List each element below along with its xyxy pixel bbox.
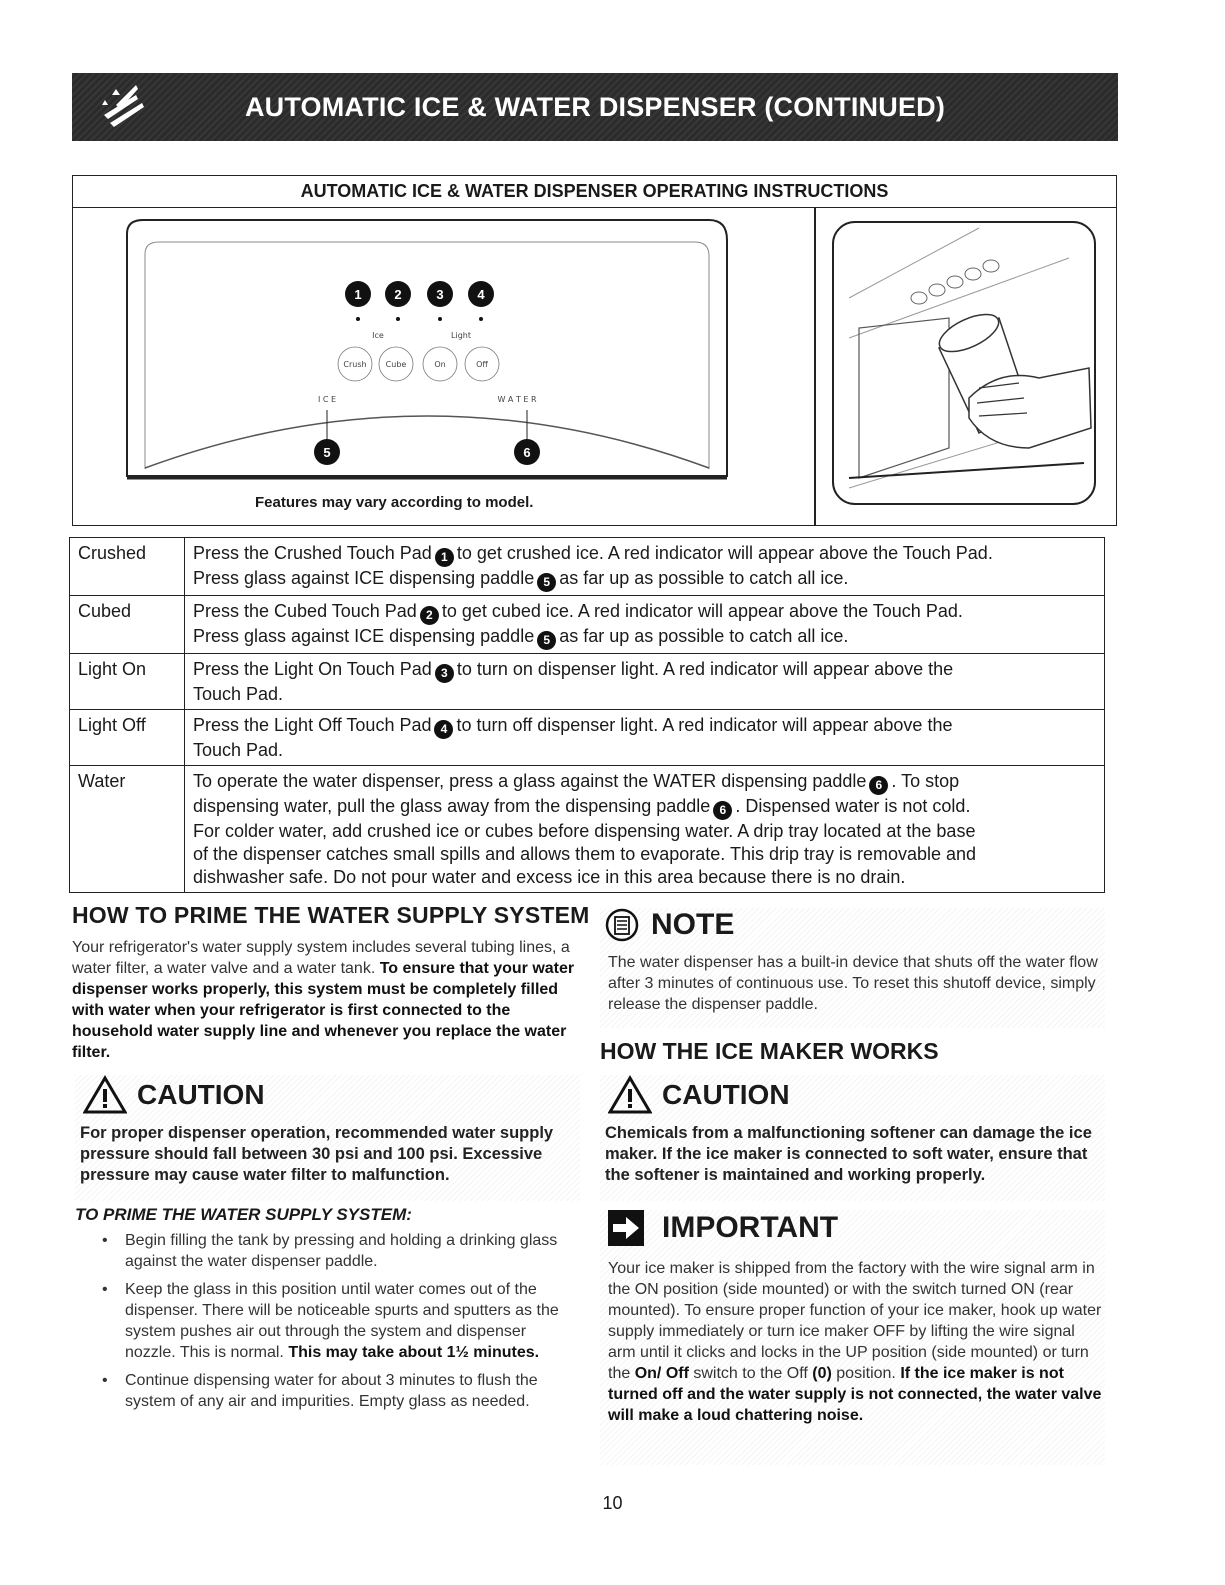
row-label: Light On (70, 654, 185, 710)
list-item: • Keep the glass in this position until water comes out of the dispenser. There will be noticeable spurts and sputters as the system pushes air out through the system and dispenser nozzle. This is normal. This may take about 1½ minutes. (98, 1279, 568, 1363)
dispenser-control-panel-illustration (117, 214, 737, 489)
operating-instructions-box (72, 175, 1117, 526)
important-box (600, 1210, 1105, 1465)
caution-box-water-pressure (75, 1075, 580, 1201)
section-banner (72, 73, 1118, 141)
svg-text:On: On (434, 360, 446, 369)
prime-steps-list (98, 1230, 568, 1419)
caution-box-softener (600, 1075, 1105, 1201)
table-row (70, 596, 1105, 654)
caution-label: CAUTION (137, 1079, 265, 1110)
warning-icon (608, 1075, 652, 1115)
row-description: Press the Light On Touch Pad 3 to turn on dispenser light. A red indicator will appear above the Touch Pad. (185, 654, 1105, 710)
svg-text:5: 5 (323, 445, 331, 460)
arrow-icon (608, 1210, 644, 1246)
list-item: • Begin filling the tank by pressing and holding a drinking glass against the water dispenser paddle. (98, 1230, 568, 1272)
warning-icon (83, 1075, 127, 1115)
row-label: Crushed (70, 538, 185, 596)
pad-badge: 4 (434, 720, 453, 739)
ice-water-icon (92, 81, 150, 133)
section-heading: HOW THE ICE MAKER WORKS (600, 1038, 939, 1064)
note-text: The water dispenser has a built-in device that shuts off the water flow after 3 minutes of continuous use. To reset this shutoff device, simply release the dispenser paddle. (608, 954, 1098, 1013)
note-box (600, 908, 1105, 1028)
svg-text:1: 1 (354, 287, 362, 302)
svg-text:3: 3 (436, 287, 444, 302)
svg-text:Ice: Ice (372, 331, 384, 340)
note-icon (605, 908, 639, 942)
svg-text:I C E: I C E (317, 395, 337, 404)
row-label: Water (70, 766, 185, 893)
pad-badge: 5 (537, 631, 556, 650)
keypad-number-badges (345, 281, 494, 321)
table-row (70, 654, 1105, 710)
row-description: Press the Cubed Touch Pad 2 to get cubed ice. A red indicator will appear above the Touch Pad. Press glass against ICE dispensing paddle 5 as far up as possible to catch all ice. (185, 596, 1105, 654)
operations-table (69, 537, 1105, 893)
prime-water-section (72, 902, 592, 1063)
svg-text:6: 6 (523, 445, 531, 460)
row-description: To operate the water dispenser, press a glass against the WATER dispensing paddle 6 . To stop dispensing water, pull the glass away from the dispensing paddle 6 . Dispensed water is not cold. For colder water, add crushed ice or cubes before dispensing water. A drip tray located at the base of the dispenser catches small spills and allows them to evaporate. This drip tray is removable and dishwasher safe. Do not pour water and excess ice in this area because there is no drain. (185, 766, 1105, 893)
table-row (70, 766, 1105, 893)
section-heading: HOW TO PRIME THE WATER SUPPLY SYSTEM (72, 902, 590, 928)
features-caption: Features may vary according to model. (255, 494, 534, 511)
svg-text:Cube: Cube (385, 360, 407, 369)
svg-text:4: 4 (477, 287, 485, 302)
svg-text:Crush: Crush (343, 360, 367, 369)
pad-badge: 2 (420, 606, 439, 625)
prime-intro: Your refrigerator's water supply system includes several tubing lines, a water filter, a water valve and a water tank. To ensure that your water dispenser works properly, this system must be completely filled with water when your refrigerator is first connected to the household water supply line and whenever you replace the water filter. (72, 939, 575, 1061)
note-label: NOTE (651, 908, 735, 941)
pad-badge: 6 (869, 776, 888, 795)
pad-badge: 6 (713, 801, 732, 820)
svg-text:Off: Off (476, 360, 488, 369)
table-row (70, 538, 1105, 596)
instructions-title: AUTOMATIC ICE & WATER DISPENSER OPERATING INSTRUCTIONS (73, 176, 1116, 208)
important-text: Your ice maker is shipped from the factory with the wire signal arm in the ON position (side mounted) or with the switch turned ON (rear mounted). To ensure proper function of your ice maker, hook up water supply immediately or turn ice maker OFF by lifting the wire signal arm until it clicks and locks in the UP position (side mounted) or turn the On/ Off switch to the Off (0) position. If the ice maker is not turned off and the water supply is not connected, the water valve will make a loud chattering noise. (608, 1260, 1102, 1424)
important-label: IMPORTANT (662, 1211, 839, 1244)
caution-label: CAUTION (662, 1079, 790, 1110)
pad-badge: 1 (435, 548, 454, 567)
paddle-number-badges (314, 439, 540, 465)
box-divider (814, 208, 816, 526)
pad-badge: 3 (435, 664, 454, 683)
row-label: Light Off (70, 710, 185, 766)
page-title: AUTOMATIC ICE & WATER DISPENSER (CONTINUED) (244, 91, 946, 122)
row-description: Press the Crushed Touch Pad 1 to get crushed ice. A red indicator will appear above the Touch Pad. Press glass against ICE dispensing paddle 5 as far up as possible to catch all ice. (185, 538, 1105, 596)
list-item: • Continue dispensing water for about 3 minutes to flush the system of any air and impurities. Empty glass as needed. (98, 1370, 568, 1412)
svg-text:Light: Light (451, 331, 471, 340)
svg-text:W A T E R: W A T E R (497, 395, 537, 404)
row-description: Press the Light Off Touch Pad 4 to turn off dispenser light. A red indicator will appear above the Touch Pad. (185, 710, 1105, 766)
caution-text: For proper dispenser operation, recommended water supply pressure should fall between 30 psi and 100 psi. Excessive pressure may cause water filter to malfunction. (80, 1124, 554, 1184)
pad-badge: 5 (537, 573, 556, 592)
caution-text: Chemicals from a malfunctioning softener can damage the ice maker. If the ice maker is connected to soft water, ensure that the softener is maintained and working properly. (605, 1124, 1092, 1184)
prime-steps-heading: TO PRIME THE WATER SUPPLY SYSTEM: (75, 1205, 412, 1224)
table-row (70, 710, 1105, 766)
row-label: Cubed (70, 596, 185, 654)
page-number: 10 (602, 1493, 623, 1513)
dispenser-glass-illustration (829, 218, 1099, 508)
svg-text:2: 2 (394, 287, 402, 302)
